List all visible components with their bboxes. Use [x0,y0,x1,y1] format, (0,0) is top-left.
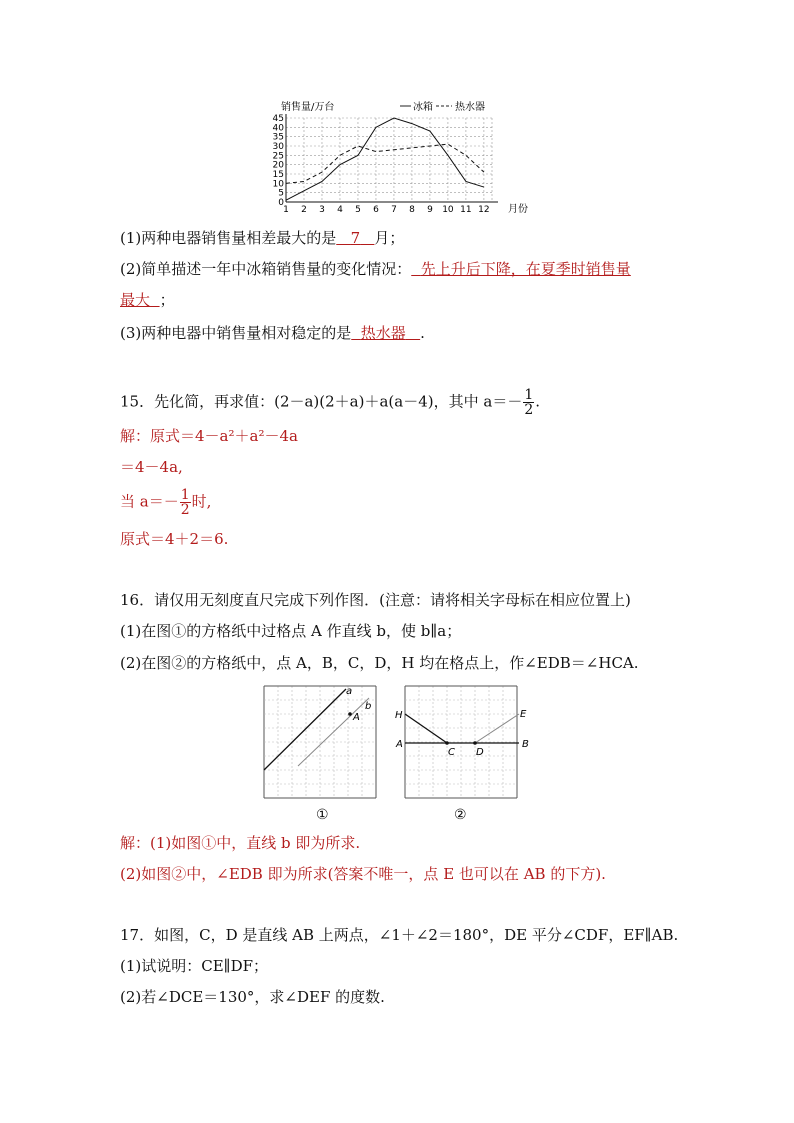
fig2-caption: ② [454,807,467,823]
q15-solution-2: ＝4－4a, [120,458,183,476]
figure-1-grid [262,684,380,804]
q17-part1: (1)试说明：CE∥DF； [120,957,269,975]
y-tick-label-5: 5 [278,188,284,199]
figure-2-grid [393,684,533,804]
q14-p2-answer-b [120,291,160,309]
x-tick-label-6: 6 [373,205,379,215]
q14-p1-answer [336,229,374,247]
q15-fraction [523,388,534,417]
x-tick-label-9: 9 [427,205,433,215]
q15-solution-1: 解：原式＝4－a²＋a²－4a [120,427,298,445]
q14-p3-answer [351,324,420,342]
fig1-caption: ① [316,807,329,823]
q16-stem: 16．请仅用无刻度直尺完成下列作图．(注意：请将相关字母标在相应位置上) [120,591,631,609]
q15-frac-num: 1 [524,387,534,403]
q14-p2-answer-a [411,260,631,278]
q14-p2-answer-a-text: 先上升后下降，在夏季时销售量 [420,260,631,278]
q15-frac-den: 2 [524,402,534,418]
fig1-label-a: a [346,686,353,697]
fig2-label-B: B [522,739,529,750]
y-tick-label-0: 0 [278,198,284,208]
sales-line-chart [258,96,548,218]
q14-p1-pre: (1)两种电器销售量相差最大的是 [120,229,337,247]
x-tick-label-7: 7 [391,205,397,215]
q15-solution-3 [120,488,211,517]
q15-sol3-post: 时, [191,492,212,511]
y-tick-label-15: 15 [272,170,284,180]
fig1-label-b: b [365,701,372,712]
q14-p3-answer-text: 热水器 [360,324,406,342]
x-tick-label-11: 11 [460,205,472,215]
chart-legend [400,100,485,113]
fig2-segment-HC [405,714,447,743]
fig2-label-H: H [395,710,403,721]
legend-label-heater: 热水器 [455,102,485,113]
fig2-ray-DE [475,714,519,743]
fig1-label-A: A [353,712,360,723]
q17-part2: (2)若∠DCE＝130°，求∠DEF 的度数. [120,988,385,1006]
y-tick-label-45: 45 [272,114,284,124]
y-tick-label-20: 20 [272,160,284,171]
q15-stem-end: . [535,392,541,411]
x-tick-label-8: 8 [409,205,415,215]
q14-part1 [120,228,404,248]
q14-part2-cont [120,290,175,310]
chart-ticks [273,114,490,215]
fig2-label-A: A [396,739,403,750]
y-tick-label-35: 35 [272,132,284,143]
q16-solution-2: (2)如图②中，∠EDB 即为所求(答案不唯一，点 E 也可以在 AB 的下方). [120,865,606,883]
y-axis-label: 销售量/万台 [281,102,335,113]
q16-part2: (2)在图②的方格纸中，点 A，B，C，D，H 均在格点上，作∠EDB＝∠HCA. [120,654,639,672]
y-tick-label-30: 30 [272,142,284,152]
series-line-fridge [286,118,484,200]
x-tick-label-5: 5 [355,205,361,215]
fig1-grid-lines [264,686,376,798]
q15-sol3-fraction [180,488,191,517]
q15-solution-4: 原式＝4＋2＝6. [120,530,229,548]
chart-grid [286,118,492,202]
q16-solution-1: 解：(1)如图①中，直线 b 即为所求. [120,834,361,852]
x-tick-label-10: 10 [442,205,454,215]
fig1-point-A [348,712,352,716]
x-tick-label-3: 3 [319,205,325,215]
q16-part1: (1)在图①的方格纸中过格点 A 作直线 b，使 b∥a； [120,622,462,640]
q14-p3-pre: (3)两种电器中销售量相对稳定的是 [120,324,352,342]
y-tick-label-40: 40 [272,123,284,134]
q15-stem [120,388,540,417]
x-tick-label-2: 2 [301,205,307,215]
fig2-grid-lines [405,686,517,798]
fig2-point-C [445,741,449,745]
q15-stem-text: 15．先化简，再求值：(2－a)(2＋a)＋a(a－4)，其中 a＝－ [120,392,523,411]
q14-p2-pre: (2)简单描述一年中冰箱销售量的变化情况： [120,260,412,278]
x-axis-label: 月份 [508,204,528,215]
q15-sol3-frac-num: 1 [180,487,190,503]
q14-p1-answer-text: 7 [350,229,361,247]
q15-sol3-frac-den: 2 [180,502,190,518]
q14-p3-post: . [420,324,425,342]
q14-p1-post: 月； [374,229,405,247]
fig2-point-D [473,741,477,745]
x-tick-label-1: 1 [283,205,289,215]
q14-part3 [120,323,425,343]
q14-p2-answer-b-text: 最大 [120,291,151,309]
fig2-label-E: E [520,709,527,720]
y-tick-label-25: 25 [272,151,284,162]
q17-stem: 17．如图，C，D 是直线 AB 上两点，∠1＋∠2＝180°，DE 平分∠CDF，EF∥AB. [120,926,679,944]
y-tick-label-10: 10 [272,179,284,190]
x-tick-label-12: 12 [478,205,490,215]
x-tick-label-4: 4 [337,205,343,215]
fig1-line-a [264,689,346,770]
q14-part2 [120,259,631,279]
legend-label-fridge: 冰箱 [413,102,433,113]
fig2-label-D: D [476,747,484,758]
q14-p2-post: ； [159,291,175,309]
chart-series [286,118,484,200]
q15-sol3-pre: 当 a＝－ [120,492,179,511]
fig2-label-C: C [448,747,455,758]
